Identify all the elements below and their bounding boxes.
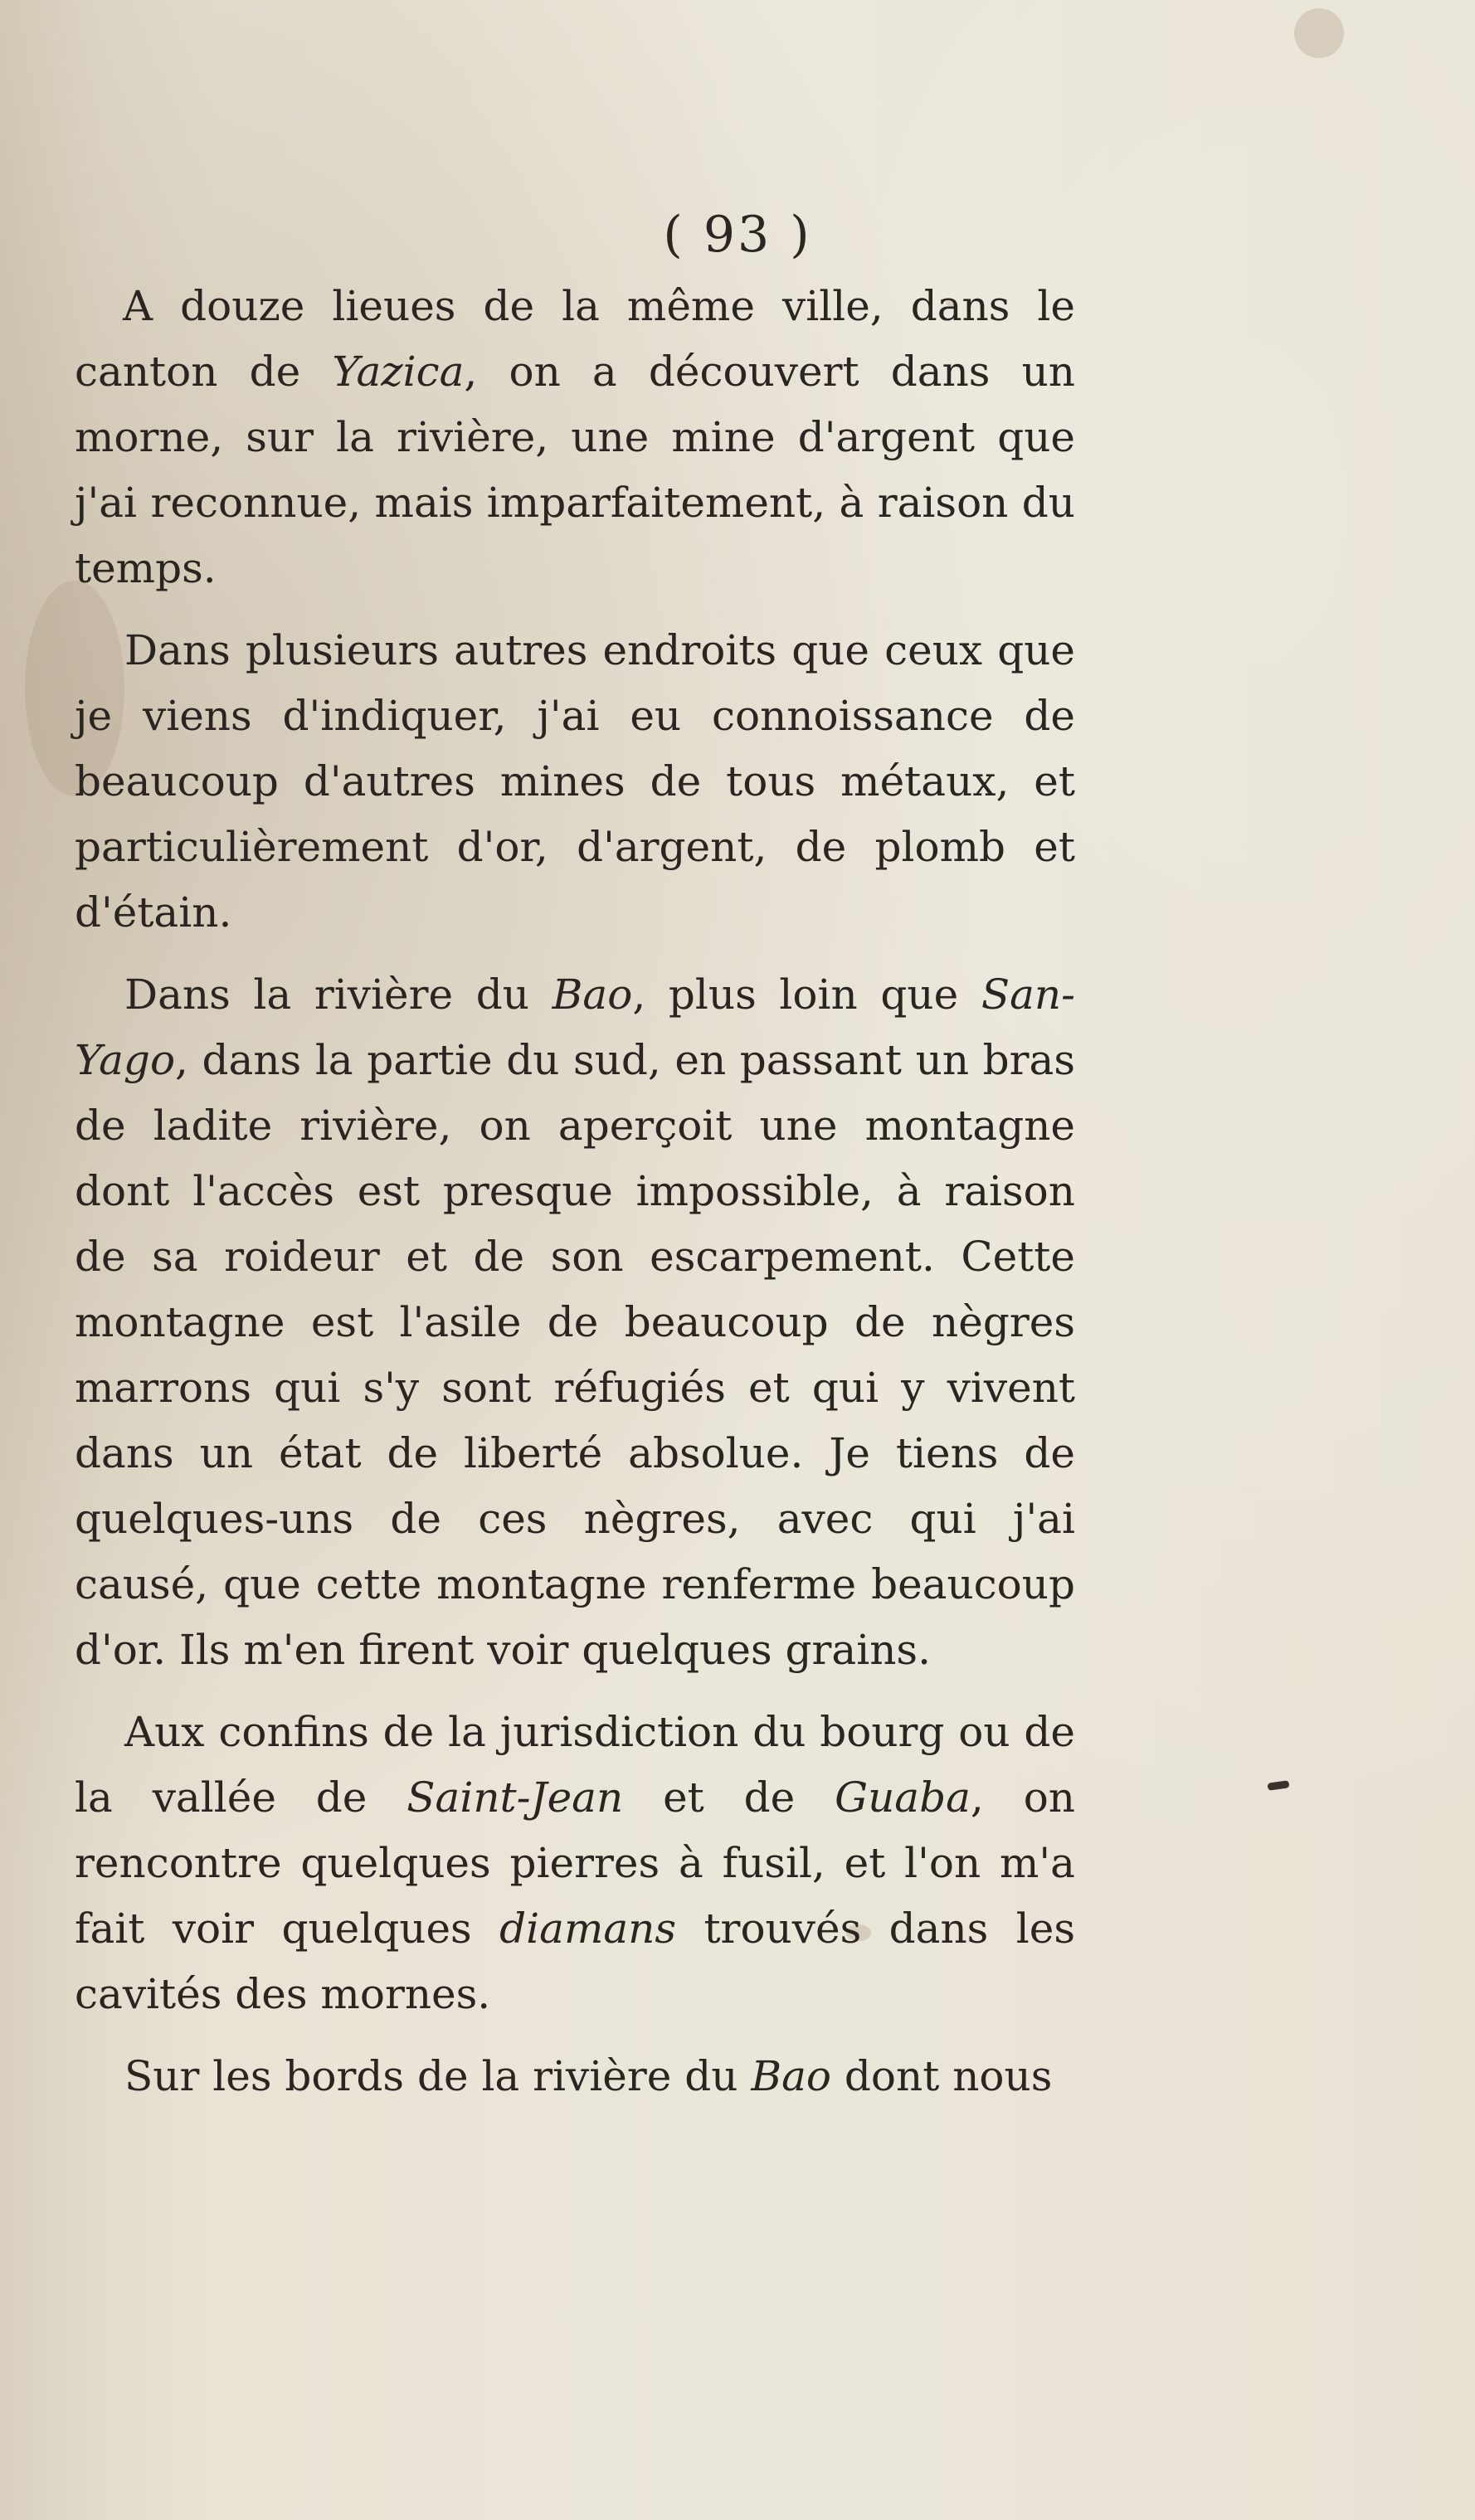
text-run: , dans la partie du sud, en passant un bras de ladite rivière, on aperçoit une montagne dont l'accès est presque impossible, à raison de sa roideur et de son escarpement. Cette montagne est l'asile de beaucoup de nègres marrons qui s'y sont réfugiés et qui y vivent dans un état de liberté absolue. Je tiens de quelques-uns de ces nègres, avec qui j'ai causé, que cette montagne renferme beaucoup d'or. Ils m'en firent voir quelques grains. bbox=[75, 1036, 1075, 1674]
text-run: trouvés dans les cavités des mornes. bbox=[75, 1905, 1075, 2018]
italic-term: Bao bbox=[751, 2052, 832, 2100]
text-run: dont nous bbox=[831, 2052, 1053, 2100]
italic-term: Guaba bbox=[835, 1773, 971, 1822]
paper-stain bbox=[1294, 8, 1344, 58]
italic-term: Bao bbox=[552, 971, 633, 1019]
text-run: Dans plusieurs autres endroits que ceux que je viens d'indiquer, j'ai eu connoissance de beaucoup d'autres mines de tous métaux, et particulièrement d'or, d'argent, de plomb et d'étain. bbox=[75, 626, 1075, 936]
text-run: Sur les bords de la rivière du bbox=[124, 2052, 752, 2100]
italic-term: Saint-Jean bbox=[406, 1773, 624, 1822]
text-run: , plus loin que bbox=[632, 971, 981, 1019]
paragraph bbox=[75, 962, 1075, 1683]
paragraph bbox=[75, 2044, 1075, 2109]
text-run: , on a découvert dans un morne, sur la rivière, une mine d'argent que j'ai reconnue, mais imparfaitement, à raison du temps. bbox=[75, 348, 1076, 592]
paragraph bbox=[75, 618, 1075, 946]
text-run: A douze lieues de la même ville, dans le canton de bbox=[75, 282, 1075, 396]
text-run: et de bbox=[623, 1773, 835, 1822]
ink-mark bbox=[1268, 1780, 1290, 1791]
text-run: Dans la rivière du bbox=[124, 971, 553, 1019]
paragraph bbox=[75, 1700, 1075, 2027]
italic-term: Yazica bbox=[332, 348, 465, 396]
body-text bbox=[75, 274, 1075, 2126]
italic-term: diamans bbox=[499, 1905, 677, 1953]
text-run: Aux confins de la jurisdiction du bourg ou de la vallée de bbox=[75, 1708, 1075, 1822]
italic-term: San-Yago bbox=[75, 971, 1075, 1084]
page-number: ( 93 ) bbox=[663, 206, 812, 264]
text-run: , on rencontre quelques pierres à fusil, et l'on m'a fait voir quelques bbox=[75, 1773, 1076, 1953]
paragraph bbox=[75, 274, 1075, 601]
